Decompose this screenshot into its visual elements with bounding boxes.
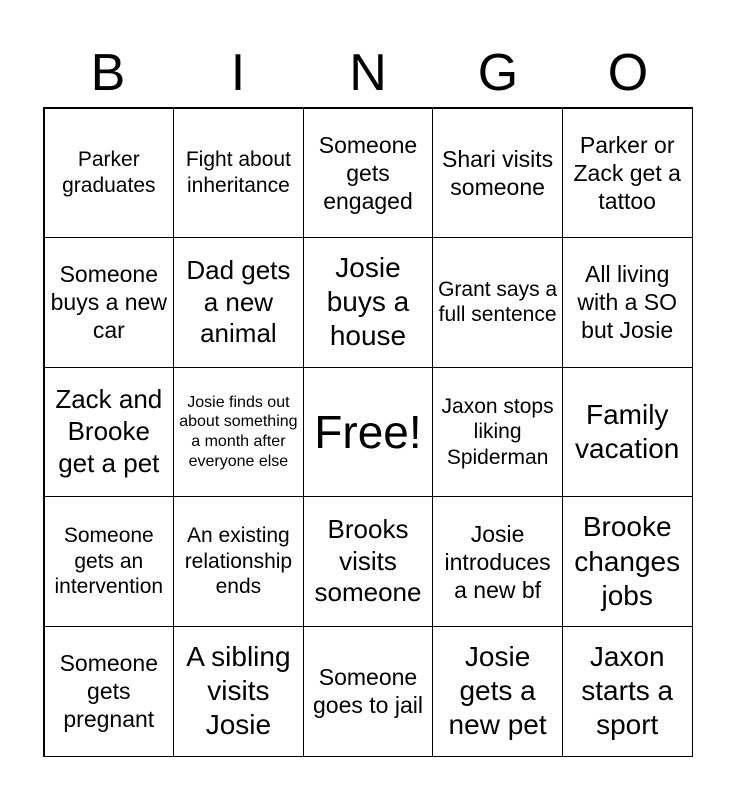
- header-letter-i: I: [230, 44, 246, 102]
- bingo-cell[interactable]: Jaxon stops liking Spiderman: [432, 367, 563, 498]
- bingo-cell[interactable]: An existing relationship ends: [173, 496, 304, 627]
- bingo-cell[interactable]: Grant says a full sentence: [432, 237, 563, 368]
- bingo-cell[interactable]: Dad gets a new animal: [173, 237, 304, 368]
- bingo-cell[interactable]: Family vacation: [562, 367, 693, 498]
- bingo-cell[interactable]: Josie buys a house: [303, 237, 434, 368]
- bingo-cell[interactable]: Someone gets pregnant: [44, 626, 175, 757]
- free-cell[interactable]: Free!: [303, 367, 434, 498]
- bingo-cell[interactable]: Josie introduces a new bf: [432, 496, 563, 627]
- bingo-cell[interactable]: All living with a SO but Josie: [562, 237, 693, 368]
- bingo-cell[interactable]: Someone gets an intervention: [44, 496, 175, 627]
- header-letter-n: N: [349, 44, 387, 102]
- bingo-cell[interactable]: Josie finds out about something a month after everyone else: [173, 367, 304, 498]
- bingo-cell[interactable]: Parker graduates: [44, 108, 175, 239]
- bingo-cell[interactable]: A sibling visits Josie: [173, 626, 304, 757]
- bingo-cell[interactable]: Brooks visits someone: [303, 496, 434, 627]
- bingo-cell[interactable]: Someone gets engaged: [303, 108, 434, 239]
- bingo-cell[interactable]: Zack and Brooke get a pet: [44, 367, 175, 498]
- bingo-cell[interactable]: Shari visits someone: [432, 108, 563, 239]
- bingo-card: [43, 107, 693, 757]
- header-letter-g: G: [477, 44, 519, 102]
- bingo-cell[interactable]: Josie gets a new pet: [432, 626, 563, 757]
- bingo-cell[interactable]: Someone goes to jail: [303, 626, 434, 757]
- header-letter-o: O: [607, 44, 649, 102]
- bingo-cell[interactable]: Fight about inheritance: [173, 108, 304, 239]
- header-letter-b: B: [90, 44, 126, 102]
- bingo-cell[interactable]: Brooke changes jobs: [562, 496, 693, 627]
- bingo-cell[interactable]: Parker or Zack get a tattoo: [562, 108, 693, 239]
- bingo-cell[interactable]: Someone buys a new car: [44, 237, 175, 368]
- bingo-cell[interactable]: Jaxon starts a sport: [562, 626, 693, 757]
- bingo-header: [43, 40, 693, 106]
